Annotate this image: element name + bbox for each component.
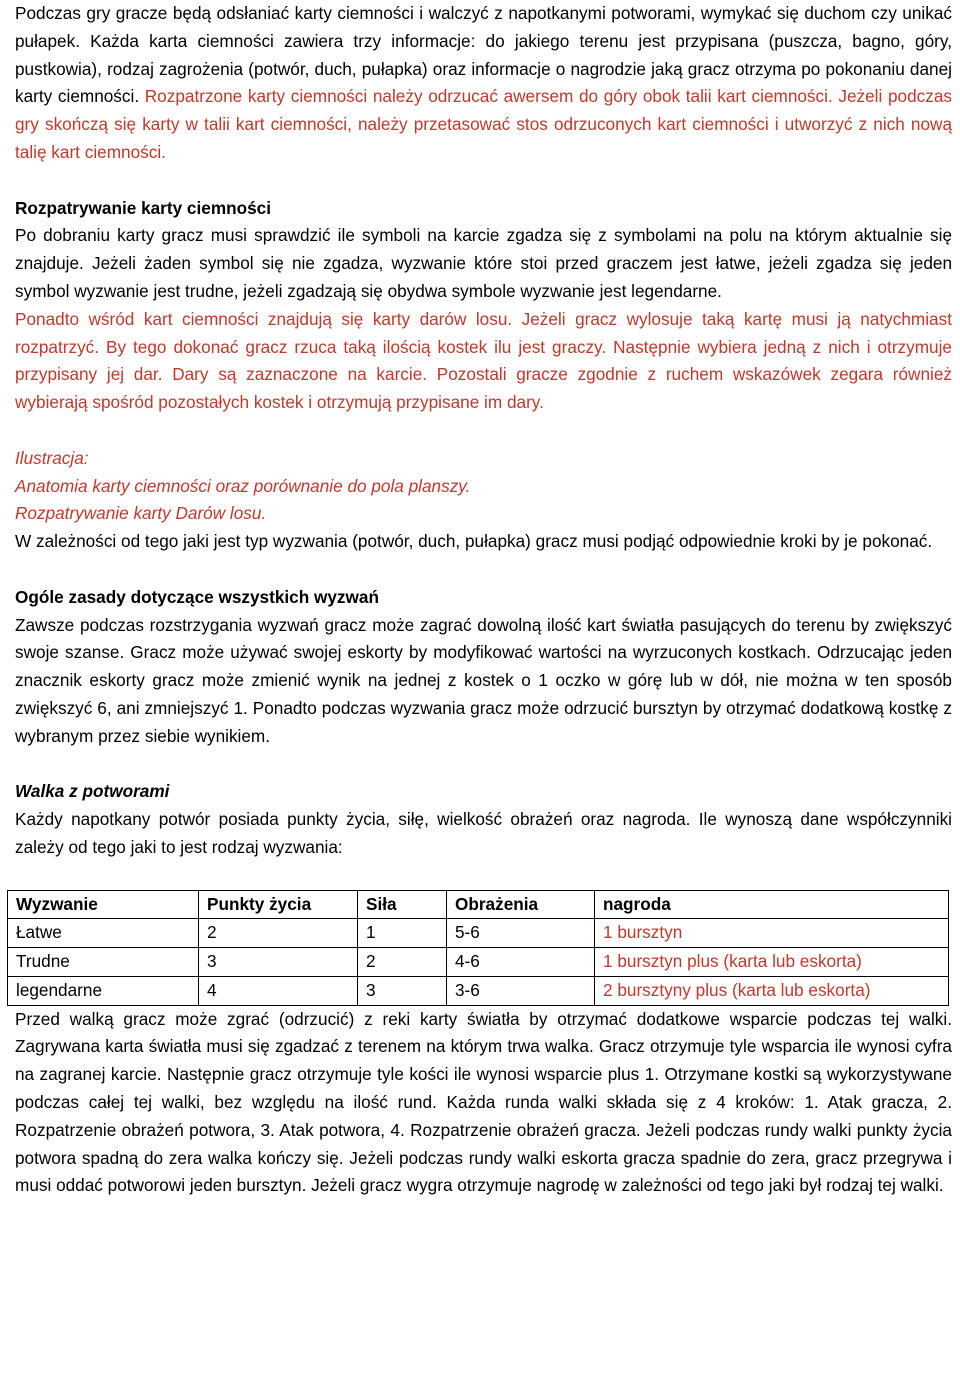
section-heading-card-resolution: Rozpatrywanie karty ciemności	[15, 197, 271, 218]
table-header-cell: Punkty życia	[199, 890, 358, 919]
challenge-type-paragraph: W zależności od tego jaki jest typ wyzwania (potwór, duch, pułapka) gracz musi podjąć odpowiednie kroki by je pokonać.	[15, 531, 933, 552]
section-heading-monster-fight: Walka z potworami	[15, 781, 170, 802]
table-cell: Łatwe	[8, 919, 199, 948]
table-cell: 3	[199, 948, 358, 977]
table-cell: 3	[358, 976, 447, 1005]
table-cell: legendarne	[8, 976, 199, 1005]
intro-text: Podczas gry gracze będą odsłaniać karty ciemności i walczyć z napotkanymi potworami, wymykać się duchom czy unikać pułapek. Każda karta ciemności zawiera trzy informacje: do jakiego terenu jest przypisana (puszcza, bagno, góry, pustkowia), rodzaj zagrożenia (potwór, duch, pułapka) oraz informacje o nagrodzie jaką gracz otrzyma po pokonaniu danej karty ciemności.	[15, 3, 952, 107]
table-row	[8, 948, 949, 977]
table-cell-reward: 1 bursztyn	[595, 919, 949, 948]
table-header-cell: Obrażenia	[447, 890, 595, 919]
table-row	[8, 976, 949, 1005]
table-cell: 4	[199, 976, 358, 1005]
table-cell: 5-6	[447, 919, 595, 948]
table-cell-reward: 2 bursztyny plus (karta lub eskorta)	[595, 976, 949, 1005]
fate-gifts-paragraph: Ponadto wśród kart ciemności znajdują się karty darów losu. Jeżeli gracz wylosuje taką kartę musi ją natychmiast rozpatrzyć. By tego dokonać gracz rzuca taką ilością kostek ilu jest graczy. Następnie wybiera jedną z nich i otrzymuje przypisany jej dar. Dary są zaznaczone na karcie. Pozostali gracze zgodnie z ruchem wskazówek zegara również wybierają spośród pozostałych kostek i otrzymują przypisane im dary.	[15, 308, 952, 413]
table-cell: 2	[199, 919, 358, 948]
spacer	[15, 751, 952, 779]
table-header-cell: Siła	[358, 890, 447, 919]
intro-red-text: Rozpatrzone karty ciemności należy odrzucać awersem do góry obok talii kart ciemności. Jeżeli podczas gry skończą się karty w talii kart ciemności, należy przetasować stos odrzuconych kart ciemności i utworzyć z nich nową talię kart ciemności.	[15, 86, 952, 162]
table-header-row	[8, 890, 949, 919]
after-table-paragraph: Przed walką gracz może zgrać (odrzucić) z reki karty światła by otrzymać dodatkowe wsparcie podczas tej walki. Zagrywana karta światła musi się zgadzać z terenem na którym trwa walka. Gracz otrzymuje tyle wsparcia ile wynosi cyfra na zagranej karcie. Następnie gracz otrzymuje tyle kości ile wynosi wsparcie plus 1. Otrzymane kostki są wykorzystywane podczas całej tej walki, bez względu na ilość rund. Każda runda walki składa się z 4 kroków: 1. Atak gracza, 2. Rozpatrzenie obrażeń potwora, 3. Atak potwora, 4. Rozpatrzenie obrażeń gracza. Jeżeli podczas rundy walki punkty życia potwora spadną do zera walka kończy się. Jeżeli podczas rundy walki eskorta gracza spadnie do zera, gracz przegrywa i musi oddać potworowi jeden bursztyn. Jeżeli gracz wygra otrzymuje nagrodę w zależności od tego jaki był rodzaj tej walki.	[15, 1008, 952, 1196]
spacer	[15, 417, 952, 445]
table-header-cell: nagroda	[595, 890, 949, 919]
table-cell: 4-6	[447, 948, 595, 977]
spacer	[15, 167, 952, 195]
illustration-line-2: Rozpatrywanie karty Darów losu.	[15, 503, 267, 524]
section-heading-general-rules: Ogóle zasady dotyczące wszystkich wyzwań	[15, 586, 379, 607]
spacer	[15, 556, 952, 584]
table-cell: 2	[358, 948, 447, 977]
card-resolution-body: Po dobraniu karty gracz musi sprawdzić ile symboli na karcie zgadza się z symbolami na polu na którym aktualnie się znajduje. Jeżeli żaden symbol się nie zgadza, wyzwanie które stoi przed graczem jest łatwe, jeżeli zgadza się jeden symbol wyzwanie jest trudne, jeżeli zgadzają się obydwa symbole wyzwanie jest legendarne.	[15, 225, 952, 301]
table-cell: 3-6	[447, 976, 595, 1005]
table-cell: Trudne	[8, 948, 199, 977]
table-cell: 1	[358, 919, 447, 948]
table-header-cell: Wyzwanie	[8, 890, 199, 919]
table-row	[8, 919, 949, 948]
spacer	[15, 862, 952, 890]
illustration-line-1: Anatomia karty ciemności oraz porównanie do pola planszy.	[15, 475, 471, 496]
general-rules-body: Zawsze podczas rozstrzygania wyzwań gracz może zagrać dowolną ilość kart światła pasujących do terenu by zwiększyć swoje szanse. Gracz może używać swojej eskorty by modyfikować wartości na wyrzuconych kostkach. Odrzucając jeden znacznik eskorty gracz może zmienić wynik na jednej z kostek o 1 oczko w górę lub w dół, nie można w ten sposób zwiększyć 6, ani zmniejszyć 1. Ponadto podczas wyzwania gracz może odrzucić bursztyn by otrzymać dodatkową kostkę z wybranym przez siebie wynikiem.	[15, 614, 952, 746]
monster-fight-body: Każdy napotkany potwór posiada punkty życia, siłę, wielkość obrażeń oraz nagroda. Ile wynoszą dane współczynniki zależy od tego jaki to jest rodzaj wyzwania:	[15, 809, 952, 857]
intro-paragraph	[15, 0, 952, 167]
challenge-stats-table	[7, 890, 949, 1006]
illustration-label: Ilustracja:	[15, 447, 89, 468]
table-cell-reward: 1 bursztyn plus (karta lub eskorta)	[595, 948, 949, 977]
